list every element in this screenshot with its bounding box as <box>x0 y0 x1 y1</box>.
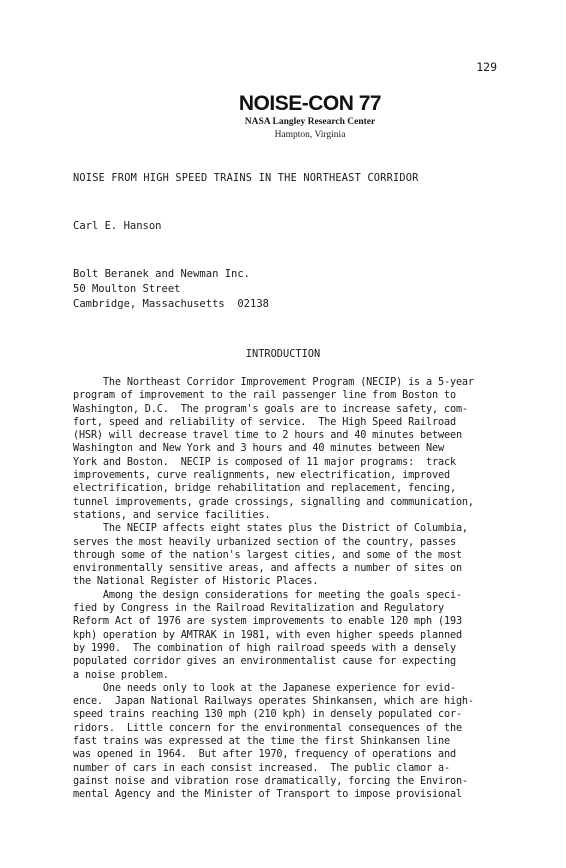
text-line: tunnel improvements, grade crossings, signalling and communication, <box>73 496 474 508</box>
conference-header <box>0 92 566 142</box>
text-line: The Northeast Corridor Improvement Program (NECIP) is a 5-year <box>73 377 474 388</box>
paper-title: NOISE FROM HIGH SPEED TRAINS IN THE NORTHEAST CORRIDOR <box>73 172 419 184</box>
text-line: serves the most heavily urbanized section of the country, passes <box>73 536 456 548</box>
conference-host: NASA Langley Research Center <box>244 117 376 127</box>
conference-location: Hampton, Virginia <box>274 130 346 140</box>
text-line: kph) operation by AMTRAK in 1981, with even higher speeds planned <box>73 629 462 641</box>
affiliation-line: 50 Moulton Street <box>73 283 181 295</box>
text-line: program of improvement to the rail passenger line from Boston to <box>73 390 456 402</box>
text-line: by 1990. The combination of high railroad speeds with a densely <box>73 642 456 654</box>
affiliation-line: Bolt Beranek and Newman Inc. <box>73 268 251 280</box>
affiliation-line: Cambridge, Massachusetts 02138 <box>73 298 269 310</box>
text-line: speed trains reaching 130 mph (210 kph) in densely populated cor- <box>73 709 462 721</box>
text-line: environmentally sensitive areas, and affects a number of sites on <box>73 563 462 575</box>
text-line: was opened in 1964. But after 1970, frequency of operations and <box>73 749 456 761</box>
text-line: gainst noise and vibration rose dramatically, forcing the Environ- <box>73 775 468 787</box>
text-line: (HSR) will decrease travel time to 2 hours and 40 minutes between <box>73 430 462 442</box>
text-line: populated corridor gives an environmentalist cause for expecting <box>73 656 456 668</box>
text-line: The NECIP affects eight states plus the District of Columbia, <box>73 523 468 535</box>
text-line: York and Boston. NECIP is composed of 11 major programs: track <box>73 456 456 468</box>
text-line: fort, speed and reliability of service. The High Speed Railroad <box>73 416 456 428</box>
text-line: a noise problem. <box>73 669 169 681</box>
text-line: improvements, curve realignments, new electrification, improved <box>73 470 450 482</box>
text-line: fied by Congress in the Railroad Revitalization and Regulatory <box>73 603 444 615</box>
text-line: Washington and New York and 3 hours and 40 minutes between New <box>73 443 444 455</box>
page-number: 129 <box>476 60 497 74</box>
text-line: Reform Act of 1976 are system improvements to enable 120 mph (193 <box>73 616 462 628</box>
text-line: One needs only to look at the Japanese experience for evid- <box>73 682 456 694</box>
text-line: ridors. Little concern for the environmental consequences of the <box>73 722 462 734</box>
text-line: Among the design considerations for meeting the goals speci- <box>73 589 462 601</box>
section-heading <box>0 348 566 360</box>
text-line: Washington, D.C. The program's goals are to increase safety, com- <box>73 403 468 415</box>
text-line: electrification, bridge rehabilitation and replacement, fencing, <box>73 483 456 495</box>
text-line: mental Agency and the Minister of Transport to impose provisional <box>73 789 462 801</box>
text-line: through some of the nation's largest cities, and some of the most <box>73 549 462 561</box>
text-line: stations, and service facilities. <box>73 509 271 521</box>
conference-name: NOISE-CON 77 <box>238 92 382 115</box>
author-name: Carl E. Hanson <box>73 220 162 232</box>
body-text <box>73 376 493 802</box>
section-heading-text: INTRODUCTION <box>245 348 321 360</box>
text-line: number of cars in each consist increased. The public clamor a- <box>73 762 450 774</box>
text-line: ence. Japan National Railways operates Shinkansen, which are high- <box>73 696 474 708</box>
author-affiliation <box>73 267 269 312</box>
text-line: fast trains was expressed at the time the first Shinkansen line <box>73 736 450 748</box>
text-line: the National Register of Historic Places. <box>73 576 319 588</box>
